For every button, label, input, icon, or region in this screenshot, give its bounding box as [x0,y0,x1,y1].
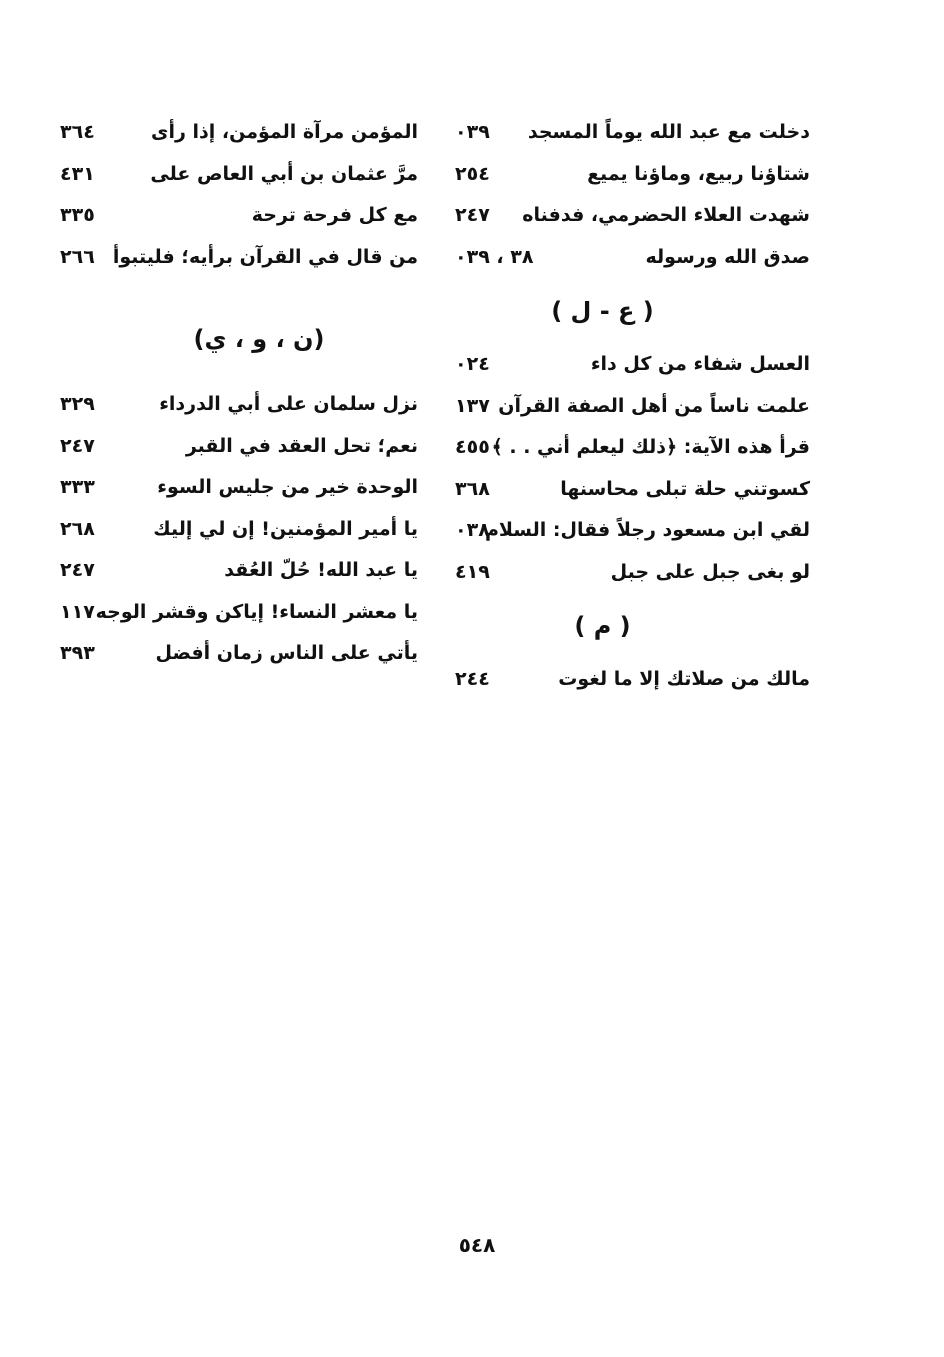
entry-page-ref: ٢٤٧ [60,559,95,581]
entry-group-left-1 [60,112,418,278]
entry-page-ref: ٢٥٤ [455,162,490,185]
index-entry [60,112,418,154]
entry-page-ref: ٢٦٦ [60,245,95,268]
entry-text: علمت ناساً من أهل الصفة القرآن [498,394,810,417]
entry-page-ref: ٣٣٥ [60,204,95,226]
entry-page-ref: ٣٩٣ [60,642,95,664]
entry-text: مرَّ عثمان بن أبي العاص على [150,162,418,185]
entry-page-ref: ١١٧ [60,600,95,623]
entry-text: يا معشر النساء! إياكن وقشر الوجه [95,600,418,623]
section-heading: (ن ، و ، ي) [193,325,325,353]
entry-group-left-2 [60,384,418,675]
index-entry [455,427,810,469]
index-entry [60,467,418,509]
spacer [60,278,418,306]
entry-group-right-2 [455,344,810,593]
entry-text: المؤمن مرآة المؤمن، إذا رأى [151,121,418,143]
index-entry [455,237,810,279]
index-entry [60,592,418,634]
entry-text: الوحدة خير من جليس السوء [157,476,418,498]
index-entry [60,384,418,426]
entry-text: قرأ هذه الآية: ﴿ذلك ليعلم أني . . ﴾ [491,436,810,458]
index-entry [60,550,418,592]
entry-page-ref: ٠٢٤ [455,353,490,375]
index-entry [60,237,418,279]
entry-text: مالك من صلاتك إلا ما لغوت [558,668,810,690]
entry-page-ref: ٠٣٨ [455,519,490,541]
entry-page-ref: ٢٦٨ [60,517,95,540]
entry-page-ref: ١٣٧ [455,394,490,417]
spacer [60,372,418,384]
index-entry [60,633,418,675]
entry-text: العسل شفاء من كل داء [590,353,810,375]
entry-text: مع كل فرحة ترحة [251,204,418,226]
entry-text: كسوتني حلة تبلى محاسنها [560,477,810,500]
entry-page-ref: ٢٤٧ [455,204,490,226]
entry-text: نعم؛ تحل العقد في القبر [185,434,418,457]
entry-group-right-3 [455,659,810,701]
entry-page-ref: ٤٥٥ [455,436,490,458]
index-entry [455,659,810,701]
index-entry [455,552,810,594]
index-entry [455,112,810,154]
index-column-right [455,112,810,701]
entry-page-ref: ٣٨ ، ٠٣٩ [455,245,534,268]
entry-group-right-1 [455,112,810,278]
index-entry [455,469,810,511]
entry-page-ref: ٣٦٨ [455,477,490,500]
entry-page-ref: ٣٣٣ [60,476,95,498]
index-entry [60,195,418,237]
index-entry [60,509,418,551]
index-entry [455,344,810,386]
entry-page-ref: ٤١٩ [455,560,490,583]
entry-page-ref: ٣٦٤ [60,121,95,143]
entry-text: دخلت مع عبد الله يوماً المسجد [527,121,810,143]
entry-text: لو بغى جبل على جبل [610,560,810,583]
section-heading: ( م ) [574,612,631,640]
index-entry [60,426,418,468]
index-entry [455,386,810,428]
entry-text: صدق الله ورسوله [645,245,810,268]
index-column-left [60,112,418,675]
entry-page-ref: ٢٤٧ [60,434,95,457]
entry-text: يأتي على الناس زمان أفضل [155,642,418,664]
entry-text: نزل سلمان على أبي الدرداء [159,393,418,415]
entry-text: من قال في القرآن برأيه؛ فليتبوأ [112,245,418,268]
entry-page-ref: ٠٣٩ [455,121,490,143]
entry-text: يا عبد الله! حُلّ العُقد [224,559,418,581]
index-entry [455,510,810,552]
index-entry [455,195,810,237]
entry-page-ref: ٤٣١ [60,162,95,185]
index-entry [60,154,418,196]
section-heading: ( ع - ل ) [551,297,654,325]
entry-text: لقي ابن مسعود رجلاً فقال: السلام [484,519,810,541]
entry-text: شهدت العلاء الحضرمي، فدفناه [522,204,810,226]
entry-page-ref: ٣٢٩ [60,393,95,415]
index-entry [455,154,810,196]
entry-text: يا أمير المؤمنين! إن لي إليك [153,517,418,540]
entry-page-ref: ٢٤٤ [455,668,490,690]
entry-text: شتاؤنا ربيع، وماؤنا يميع [587,162,810,185]
page-number: ٥٤٨ [458,1233,496,1257]
